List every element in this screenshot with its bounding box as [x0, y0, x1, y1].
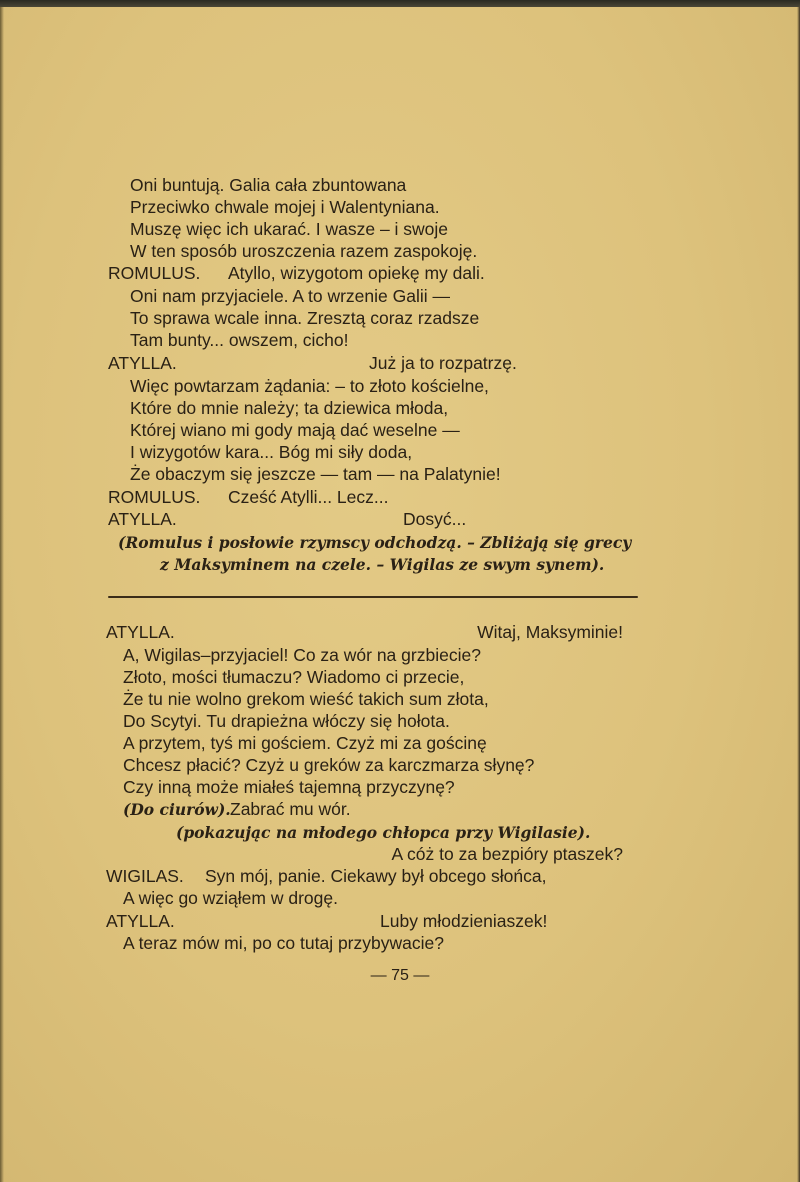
verse-line: Które do mnie należy; ta dziewica młoda,	[130, 398, 449, 418]
scan-top-edge	[0, 0, 800, 7]
page-number: — 75 —	[370, 967, 430, 984]
verse-line: A więc go wziąłem w drogę.	[123, 888, 338, 908]
verse-line: A, Wigilas–przyjaciel! Co za wór na grzbiecie?	[123, 645, 481, 665]
verse-line: Syn mój, panie. Ciekawy był obcego słońca,	[205, 866, 547, 886]
verse-line: Cześć Atylli... Lecz...	[228, 487, 389, 507]
verse-line: Witaj, Maksyminie!	[477, 622, 623, 642]
speaker-romulus: ROMULUS.	[108, 487, 201, 507]
verse-line: Luby młodzieniaszek!	[380, 911, 548, 931]
verse-line: Atyllo, wizygotom opiekę my dali.	[228, 263, 485, 283]
speaker-atylla: ATYLLA.	[108, 509, 177, 529]
verse-line: Której wiano mi gody mają dać weselne —	[130, 420, 460, 440]
stage-direction: (Do ciurów).	[123, 800, 231, 819]
verse-line: Zabrać mu wór.	[230, 799, 351, 819]
verse-line: Oni buntują. Galia cała zbuntowana	[130, 175, 407, 195]
verse-line: Że obaczym się jeszcze — tam — na Palatynie!	[130, 464, 501, 484]
verse-line: Że tu nie wolno grekom wieść takich sum złota,	[123, 689, 489, 709]
verse-line: Do Scytyi. Tu drapieżna włóczy się hołota.	[123, 711, 450, 731]
speaker-wigilas: WIGILAS.	[106, 866, 184, 886]
verse-line: A teraz mów mi, po co tutaj przybywacie?	[123, 933, 444, 953]
speaker-atylla: ATYLLA.	[106, 911, 175, 931]
verse-line: Muszę więc ich ukarać. I wasze – i swoje	[130, 219, 449, 239]
verse-line: Dosyć...	[403, 509, 467, 529]
verse-line: A cóż to za bezpióry ptaszek?	[391, 844, 623, 864]
verse-line: I wizygotów kara... Bóg mi siły doda,	[130, 442, 413, 462]
verse-line: Złoto, mości tłumaczu? Wiadomo ci przecie,	[123, 667, 465, 687]
speaker-atylla: ATYLLA.	[108, 353, 177, 373]
stage-direction: (Romulus i posłowie rzymscy odchodzą. – Zbliżają się grecy	[118, 533, 632, 552]
verse-line: Czy inną może miałeś tajemną przyczynę?	[123, 777, 455, 797]
verse-line: Oni nam przyjaciele. A to wrzenie Galii —	[130, 286, 450, 306]
verse-line: Chcesz płacić? Czyż u greków za karczmarza słynę?	[123, 755, 535, 775]
verse-line: Przeciwko chwale mojej i Walentyniana.	[130, 197, 440, 217]
scene-divider	[108, 596, 638, 598]
speaker-atylla: ATYLLA.	[106, 622, 175, 642]
verse-line: A przytem, tyś mi gościem. Czyż mi za gościnę	[123, 733, 487, 753]
stage-direction: (pokazując na młodego chłopca przy Wigilasie).	[176, 823, 591, 842]
verse-line: Więc powtarzam żądania: – to złoto kościelne,	[130, 376, 489, 396]
scan-left-edge	[0, 7, 4, 1182]
stage-direction: z Maksyminem na czele. – Wigilas ze swym synem).	[160, 555, 605, 574]
verse-line: Już ja to rozpatrzę.	[369, 353, 517, 373]
verse-line: Tam bunty... owszem, cicho!	[130, 330, 349, 350]
verse-line: To sprawa wcale inna. Zresztą coraz rzadsze	[130, 308, 480, 328]
verse-line: W ten sposób uroszczenia razem zaspokoję.	[130, 241, 478, 261]
speaker-romulus: ROMULUS.	[108, 263, 201, 283]
